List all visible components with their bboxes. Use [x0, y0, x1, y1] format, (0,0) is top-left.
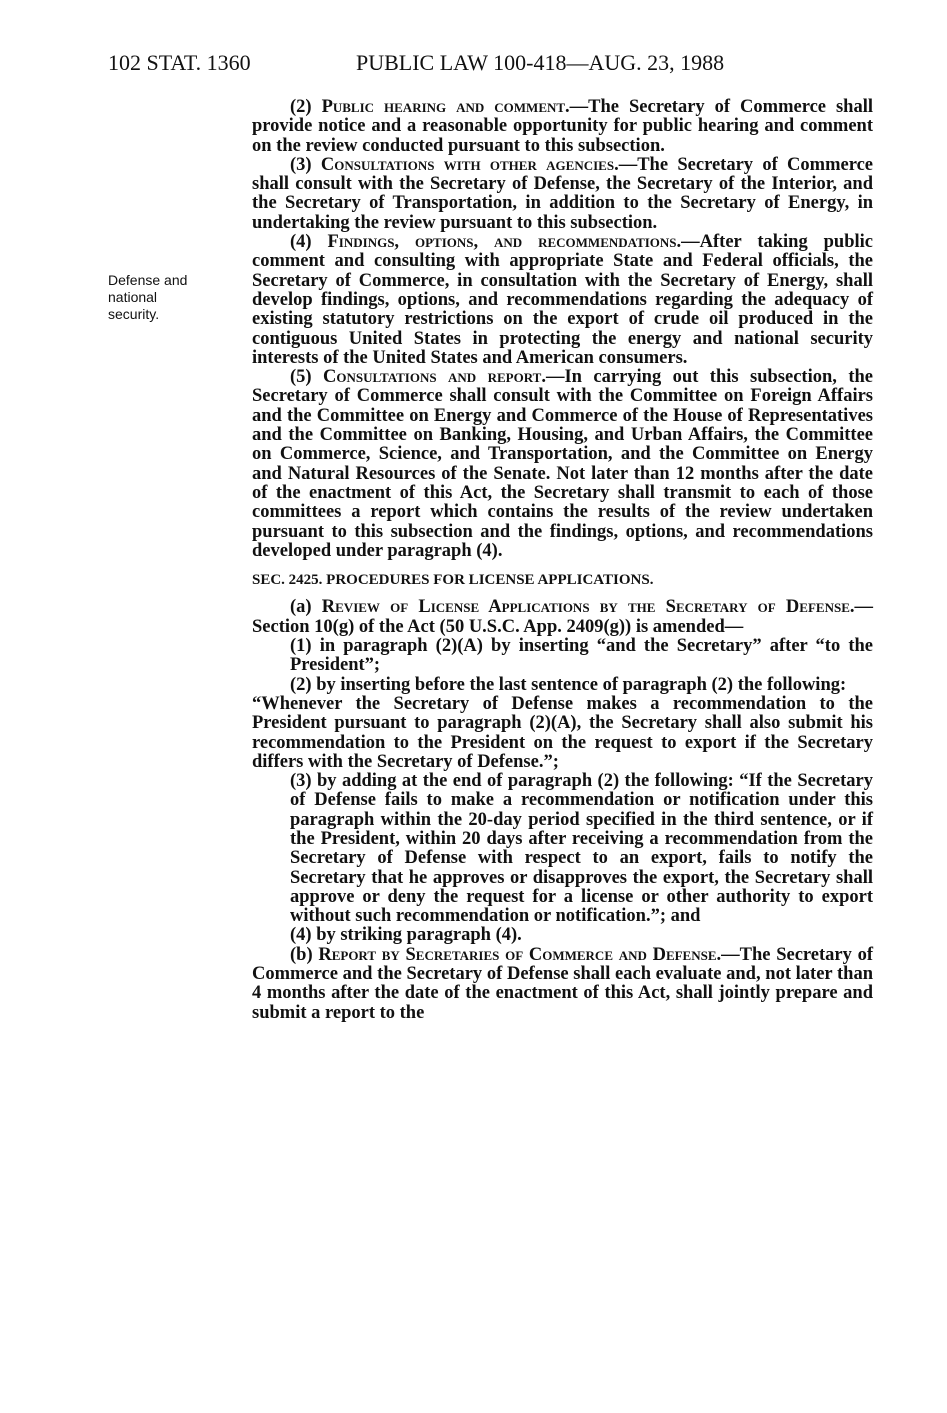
paragraph-number: (3) [290, 154, 312, 175]
margin-note [108, 272, 228, 323]
subsection-number: (a) [290, 597, 312, 618]
paragraph-heading: Consultations and report. [323, 367, 546, 388]
paragraph-text: —After taking public comment and consulting with appropriate State and Federal officials, the Secretary of Commerce, in consultation with the Secretary of Energy, shall develop findings, options, and recommendations regarding the adequacy of existing statutory restrictions on the export of crude oil produced in the contiguous United States in protecting the energy and national security interests of the United States and American consumers. [252, 232, 873, 368]
paragraph-number: (4) [290, 232, 312, 253]
margin-note-line: national [108, 289, 158, 305]
paragraph-3 [252, 156, 873, 233]
body-text [252, 98, 873, 1023]
paragraph-heading: Public hearing and comment. [321, 97, 570, 117]
subsection-b [252, 946, 873, 1023]
subsection-a [252, 598, 873, 637]
margin-note-line: security. [108, 306, 160, 322]
public-law-citation: PUBLIC LAW 100-418—AUG. 23, 1988 [356, 50, 725, 75]
subsection-heading: Review of License Applications by the Secretary of Defense. [321, 597, 855, 618]
subsection-text: —Section 10(g) of the Act (50 U.S.C. App. 2409(g)) is amended— [252, 597, 873, 637]
statute-citation: 102 STAT. 1360 [108, 50, 251, 75]
amendment-3: (3) by adding at the end of paragraph (2) the following: “If the Secretary of Defense fails to make a recommendation or notification under this paragraph within the 20-day period specified in the third sentence, or if the President, within 20 days after receiving a recommendation from the Secretary of Defense with respect to an export, fails to notify the Secretary that he approves or disapproves the export, the Secretary shall approve or deny the request for a license or other authority to export without such recommendation or notification.”; and [290, 771, 873, 927]
subsection-number: (b) [290, 944, 313, 965]
paragraph-text: —In carrying out this subsection, the Secretary of Commerce shall consult with the Committee on Foreign Affairs and the Committee on Energy and Commerce of the House of Representatives and the Committee on Banking, Housing, and Urban Affairs, the Committee on Commerce, Science, and Transportation, and the Committee on Energy and Natural Resources of the Senate. Not later than 12 months after the date of the enactment of this Act, the Secretary shall transmit to each of those committees a report which contains the results of the review undertaken pursuant to this subsection and the findings, options, and recommendations developed under paragraph (4). [252, 367, 873, 561]
paragraph-text: —The Secretary of Commerce shall consult with the Secretary of Defense, the Secretary of the Interior, and the Secretary of Transportation, in addition to the Secretary of Energy, in undertaking the review pursuant to this subsection. [252, 154, 873, 233]
page-header [108, 50, 868, 82]
amendment-2: (2) by inserting before the last sentence of paragraph (2) the following: [290, 674, 847, 695]
subsection-text: —The Secretary of Commerce and the Secretary of Defense shall each evaluate and, not later than 4 months after the date of the enactment of this Act, shall jointly prepare and submit a report to the [252, 944, 874, 1023]
amendment-4: (4) by striking paragraph (4). [290, 925, 522, 946]
section-heading: SEC. 2425. PROCEDURES FOR LICENSE APPLICATIONS. [252, 572, 654, 589]
paragraph-heading: Consultations with other agencies. [320, 154, 619, 175]
paragraph-number: (2) [290, 97, 312, 117]
inserted-quote: “Whenever the Secretary of Defense makes a recommendation to the President pursuant to paragraph (2)(A), the Secretary shall also submit his recommendation to the President on the request to export if the Secretary differs with the Secretary of Defense.”; [252, 693, 873, 772]
margin-note-line: Defense and [108, 272, 188, 288]
paragraph-text: —The Secretary of Commerce shall provide notice and a reasonable opportunity for public hearing and comment on the review conducted pursuant to this subsection. [252, 97, 873, 156]
paragraph-5 [252, 368, 873, 561]
paragraph-4 [252, 233, 873, 368]
paragraph-number: (5) [290, 367, 312, 388]
subsection-heading: Report by Secretaries of Commerce and Defense. [318, 944, 722, 965]
amendment-1: (1) in paragraph (2)(A) by inserting “and the Secretary” after “to the President”; [290, 636, 873, 676]
paragraph-2 [252, 98, 873, 156]
paragraph-heading: Findings, options, and recommendations. [327, 232, 682, 253]
